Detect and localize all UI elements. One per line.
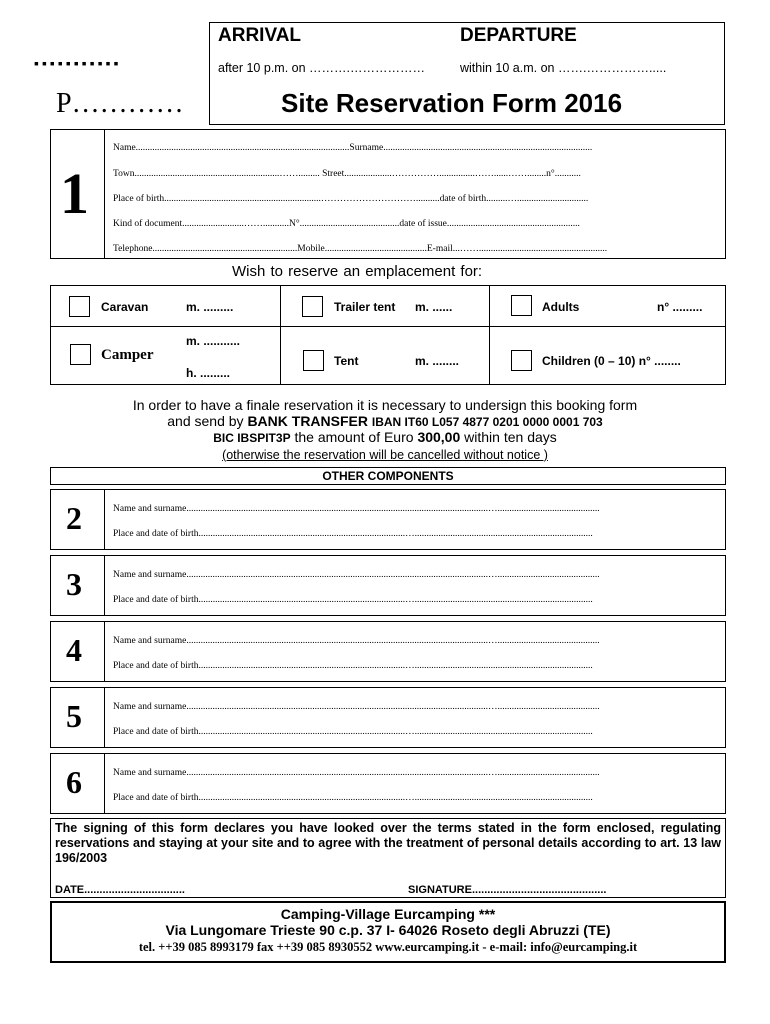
- camper-height[interactable]: h. .........: [186, 366, 231, 380]
- tent-length[interactable]: m. ........: [415, 354, 460, 368]
- component-box: [50, 687, 726, 748]
- component-name-line[interactable]: Name and surname...............................................................................................................................…...........................................: [113, 636, 600, 646]
- component-divider: [104, 489, 105, 550]
- payment-line-1: In order to have a finale reservation it is necessary to undersign this booking form: [132, 397, 638, 413]
- component-name-line[interactable]: Name and surname...............................................................................................................................…...........................................: [113, 504, 600, 514]
- children-label[interactable]: Children (0 – 10) n° ........: [542, 354, 681, 368]
- footer-line-2: Via Lungomare Trieste 90 c.p. 37 I- 64026 Roseto degli Abruzzi (TE): [165, 922, 611, 938]
- form-title: Site Reservation Form 2016: [281, 88, 623, 118]
- adults-label: Adults: [542, 300, 580, 314]
- bank-transfer: BANK TRANSFER: [247, 413, 368, 429]
- component-divider: [104, 687, 105, 748]
- children-checkbox[interactable]: [511, 350, 532, 371]
- bic: BIC IBSPIT3P: [213, 431, 291, 445]
- arrival-title: ARRIVAL: [218, 25, 302, 46]
- component-birth-line[interactable]: Place and date of birth.......................................................................................…...........................................................................: [113, 727, 593, 737]
- camper-label: Camper: [101, 347, 154, 363]
- component-number: 5: [66, 698, 82, 734]
- component-number: 3: [66, 566, 82, 602]
- component-name-line[interactable]: Name and surname...............................................................................................................................…...........................................: [113, 570, 600, 580]
- component-divider: [104, 621, 105, 682]
- options-row-divider: [50, 326, 726, 327]
- component-number: 4: [66, 632, 82, 668]
- town-street-line[interactable]: Town.............................................................……......... Street....................……………...............……......……........n°...........: [113, 169, 581, 179]
- amount: 300,00: [417, 429, 461, 445]
- tent-label: Tent: [334, 354, 359, 368]
- caravan-label: Caravan: [101, 300, 149, 314]
- camper-checkbox[interactable]: [70, 344, 91, 365]
- component-name-line[interactable]: Name and surname...............................................................................................................................…...........................................: [113, 768, 600, 778]
- departure-text: within 10 a.m. on …….…………….....: [460, 61, 667, 75]
- adults-checkbox[interactable]: [511, 295, 532, 316]
- camper-length[interactable]: m. ...........: [186, 334, 241, 348]
- component-divider: [104, 753, 105, 814]
- footer-line-1: Camping-Village Eurcamping ***: [280, 906, 496, 922]
- component-birth-line[interactable]: Place and date of birth.......................................................................................…...........................................................................: [113, 661, 593, 671]
- date-field[interactable]: DATE.................................: [55, 884, 185, 896]
- main-person-divider: [104, 129, 105, 259]
- p-label: P…………: [56, 88, 184, 119]
- payment-line-2: [0, 413, 770, 429]
- adults-count[interactable]: n° .........: [657, 300, 703, 314]
- document-line[interactable]: Kind of document..........................……...........N°..........................................date of issue........................................................: [113, 219, 580, 229]
- payment-notice: (otherwise the reservation will be cancelled without notice ): [222, 448, 548, 462]
- tent-checkbox[interactable]: [303, 350, 324, 371]
- other-components-title: OTHER COMPONENTS: [50, 467, 726, 485]
- component-birth-line[interactable]: Place and date of birth.......................................................................................…...........................................................................: [113, 793, 593, 803]
- name-surname-line[interactable]: Name..........................................................................................Surname........................................................................................: [113, 143, 593, 153]
- component-number: 6: [66, 764, 82, 800]
- caravan-length[interactable]: m. .........: [186, 300, 234, 314]
- caravan-checkbox[interactable]: [69, 296, 90, 317]
- amount-pre: the amount of Euro: [294, 429, 414, 445]
- component-birth-line[interactable]: Place and date of birth.......................................................................................…...........................................................................: [113, 529, 593, 539]
- birth-line[interactable]: Place of birth..................................................................…………………………..........date of birth.........…..............................: [113, 194, 589, 204]
- signature-field[interactable]: SIGNATURE............................................: [408, 884, 607, 896]
- component-box: [50, 555, 726, 616]
- payment-send-by: and send by: [167, 413, 244, 429]
- main-person-number: 1: [60, 161, 89, 226]
- component-number: 2: [66, 500, 82, 536]
- declaration-text: The signing of this form declares you have looked over the terms stated in the form enclosed, regulating reservations and staying at your site and to agree with the treatment of personal details according to art. 13 law 196/2003: [55, 821, 721, 865]
- amount-post: within ten days: [464, 429, 557, 445]
- options-divider-2: [489, 285, 490, 385]
- component-box: [50, 753, 726, 814]
- arrival-text: after 10 p.m. on ……….………………: [218, 61, 425, 75]
- wish-text: Wish to reserve an emplacement for:: [232, 263, 483, 280]
- trailer-tent-checkbox[interactable]: [302, 296, 323, 317]
- trailer-tent-length[interactable]: m. ......: [415, 300, 453, 314]
- component-divider: [104, 555, 105, 616]
- departure-title: DEPARTURE: [460, 25, 577, 46]
- component-birth-line[interactable]: Place and date of birth.......................................................................................…...........................................................................: [113, 595, 593, 605]
- options-divider-1: [280, 285, 281, 385]
- payment-line-3: [0, 429, 770, 445]
- footer-line-3: tel. ++39 085 8993179 fax ++39 085 8930552 www.eurcamping.it - e-mail: info@eurcamping.it: [138, 940, 638, 954]
- component-box: [50, 489, 726, 550]
- component-name-line[interactable]: Name and surname...............................................................................................................................…...........................................: [113, 702, 600, 712]
- component-box: [50, 621, 726, 682]
- contact-line[interactable]: Telephone.............................................................Mobile...........................................E-mail...……......................................................: [113, 244, 608, 254]
- iban: IBAN IT60 L057 4877 0201 0000 0001 703: [371, 415, 603, 429]
- dots-left: ▪▪▪▪▪▪▪▪▪▪▪: [34, 55, 122, 71]
- trailer-tent-label: Trailer tent: [334, 300, 396, 314]
